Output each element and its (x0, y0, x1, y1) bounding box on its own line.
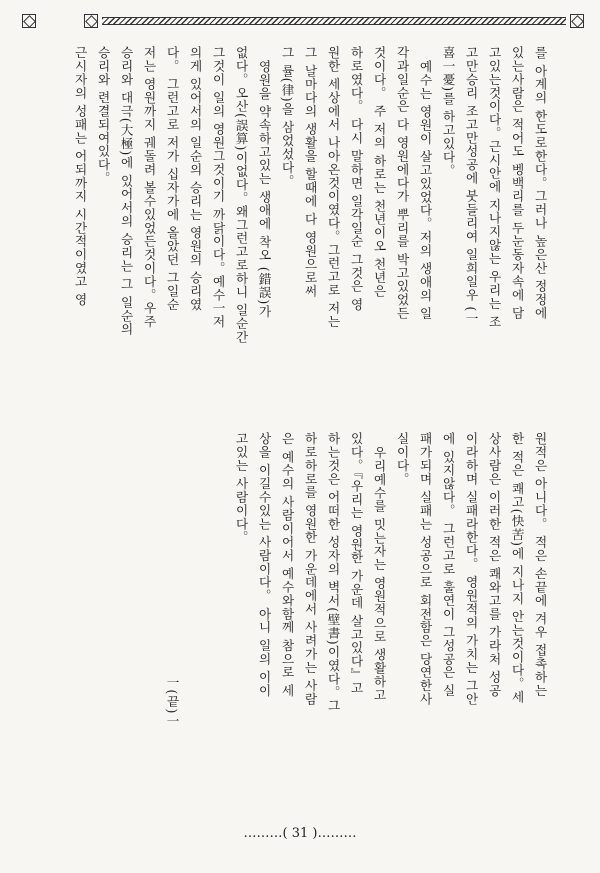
text-column: 상사람은 이러한 적은 쾌와고를 가라처 성공 (486, 432, 502, 698)
text-column: 고있는것이다。근시안에 지나지않는 우리는 조 (486, 46, 502, 329)
text-column: 원적은 아니다。 적은 손끝에 겨우 접촉하는 (532, 432, 548, 698)
footer-dots-right: ……… (317, 826, 357, 841)
text-column: 저는 영원까지 궤돌려 볼수있었든것이다。우주 (141, 46, 157, 329)
text-column: 있다。『우리는 영원한 가운데 살고있다』고 (348, 432, 364, 695)
end-mark: 一(끝)一 (164, 676, 180, 728)
ornament-box-icon (84, 14, 98, 28)
text-column: 승리와 대극(大極)에 있어서의 승리는 그 일순의 (118, 46, 134, 337)
text-column: 하로였다。 다시 말하면 일각일순 그것은 영 (348, 46, 364, 312)
text-column: 喜一憂)를 하고있다。 (440, 46, 456, 178)
text-column: 은 예수의 사람이어서 예수와함께 참으로 세 (279, 432, 295, 698)
text-column: 상을 이길수있는 사람이다。 아니 일의 이이 (256, 432, 272, 698)
text-column: 없다。오산(誤算)이없다。왜그런고로하니 일순간 (233, 46, 249, 344)
text-column: 예수는 영원이 살고있었다。저의 생애의 일 (417, 60, 433, 321)
text-column: 의게 있어서의 일순의 승리는 영원의 승리였 (187, 46, 203, 312)
text-column: 한 적은 쾌고(快苦)에 지나지 안는것이다。세 (509, 432, 525, 704)
text-column: 것이다。 주 저의 하로는 천년이오 천년은 (371, 46, 387, 298)
text-column: 하로하로를 영원한 가운데에서 사려가는 사람 (302, 432, 318, 706)
page-footer: ………( 31 )……… (243, 826, 357, 841)
footer-dots-left: ……… (243, 826, 283, 841)
text-column: 그 날마다의 생활을 할때에 다 영원으로써 (302, 46, 318, 298)
text-column: 영원을 약속하고있는 생애에 착오 (錯誤)가 (256, 60, 272, 319)
text-column: 패가되며 실패는 성공으로 회전함은 당연한사 (417, 432, 433, 706)
text-column: 에 있지않다。 그런고로 훌연이 그성공은 실 (440, 432, 456, 698)
ornament-rule (102, 17, 566, 25)
text-column: 실이다。 (394, 432, 410, 486)
text-column: 고있는 사람이다。 (233, 432, 249, 545)
text-column: 원한 세상에서 나아온것이였다。그런고로 저는 (325, 46, 341, 329)
text-column: 고만승리 조고만성공에 붓들리여 일희일우 (一 (463, 46, 479, 326)
text-column: 하는것은 어떠한 성자의 벽서(壁書)이였다。그 (325, 432, 341, 713)
text-column: 각과일순은 다 영원에다가 뿌리를 박고있었든 (394, 46, 410, 320)
text-column: 다。 그런고로 저가 십자가에 올았던 그일순 (164, 46, 180, 312)
text-column: 그것이 일의 영원그것이기 까닭이다。예수一저 (210, 46, 226, 329)
header-ornament (22, 14, 584, 32)
ornament-box-icon (22, 14, 36, 28)
text-column: 근시자의 성패는 어되까지 시간적이였고 영 (72, 46, 88, 307)
text-column: 승리와 련결되여있다。 (95, 46, 111, 185)
text-column: 이라하며 실패라한다。 영원적의 가치는 그안 (463, 432, 479, 706)
text-column: 그 률(律)을 삼었섰다。 (279, 46, 295, 188)
text-column: 있는사람은 적어도 벵백리를 두눈동자속에 담 (509, 46, 525, 320)
text-column: 우리예수를 밋는자는 영원적으로 생활하고 (371, 446, 387, 702)
page-number: 31 (291, 826, 309, 841)
ornament-box-icon (570, 14, 584, 28)
text-column: 를 아계의 한도로한다。그러나 높은산 정정에 (532, 46, 548, 320)
